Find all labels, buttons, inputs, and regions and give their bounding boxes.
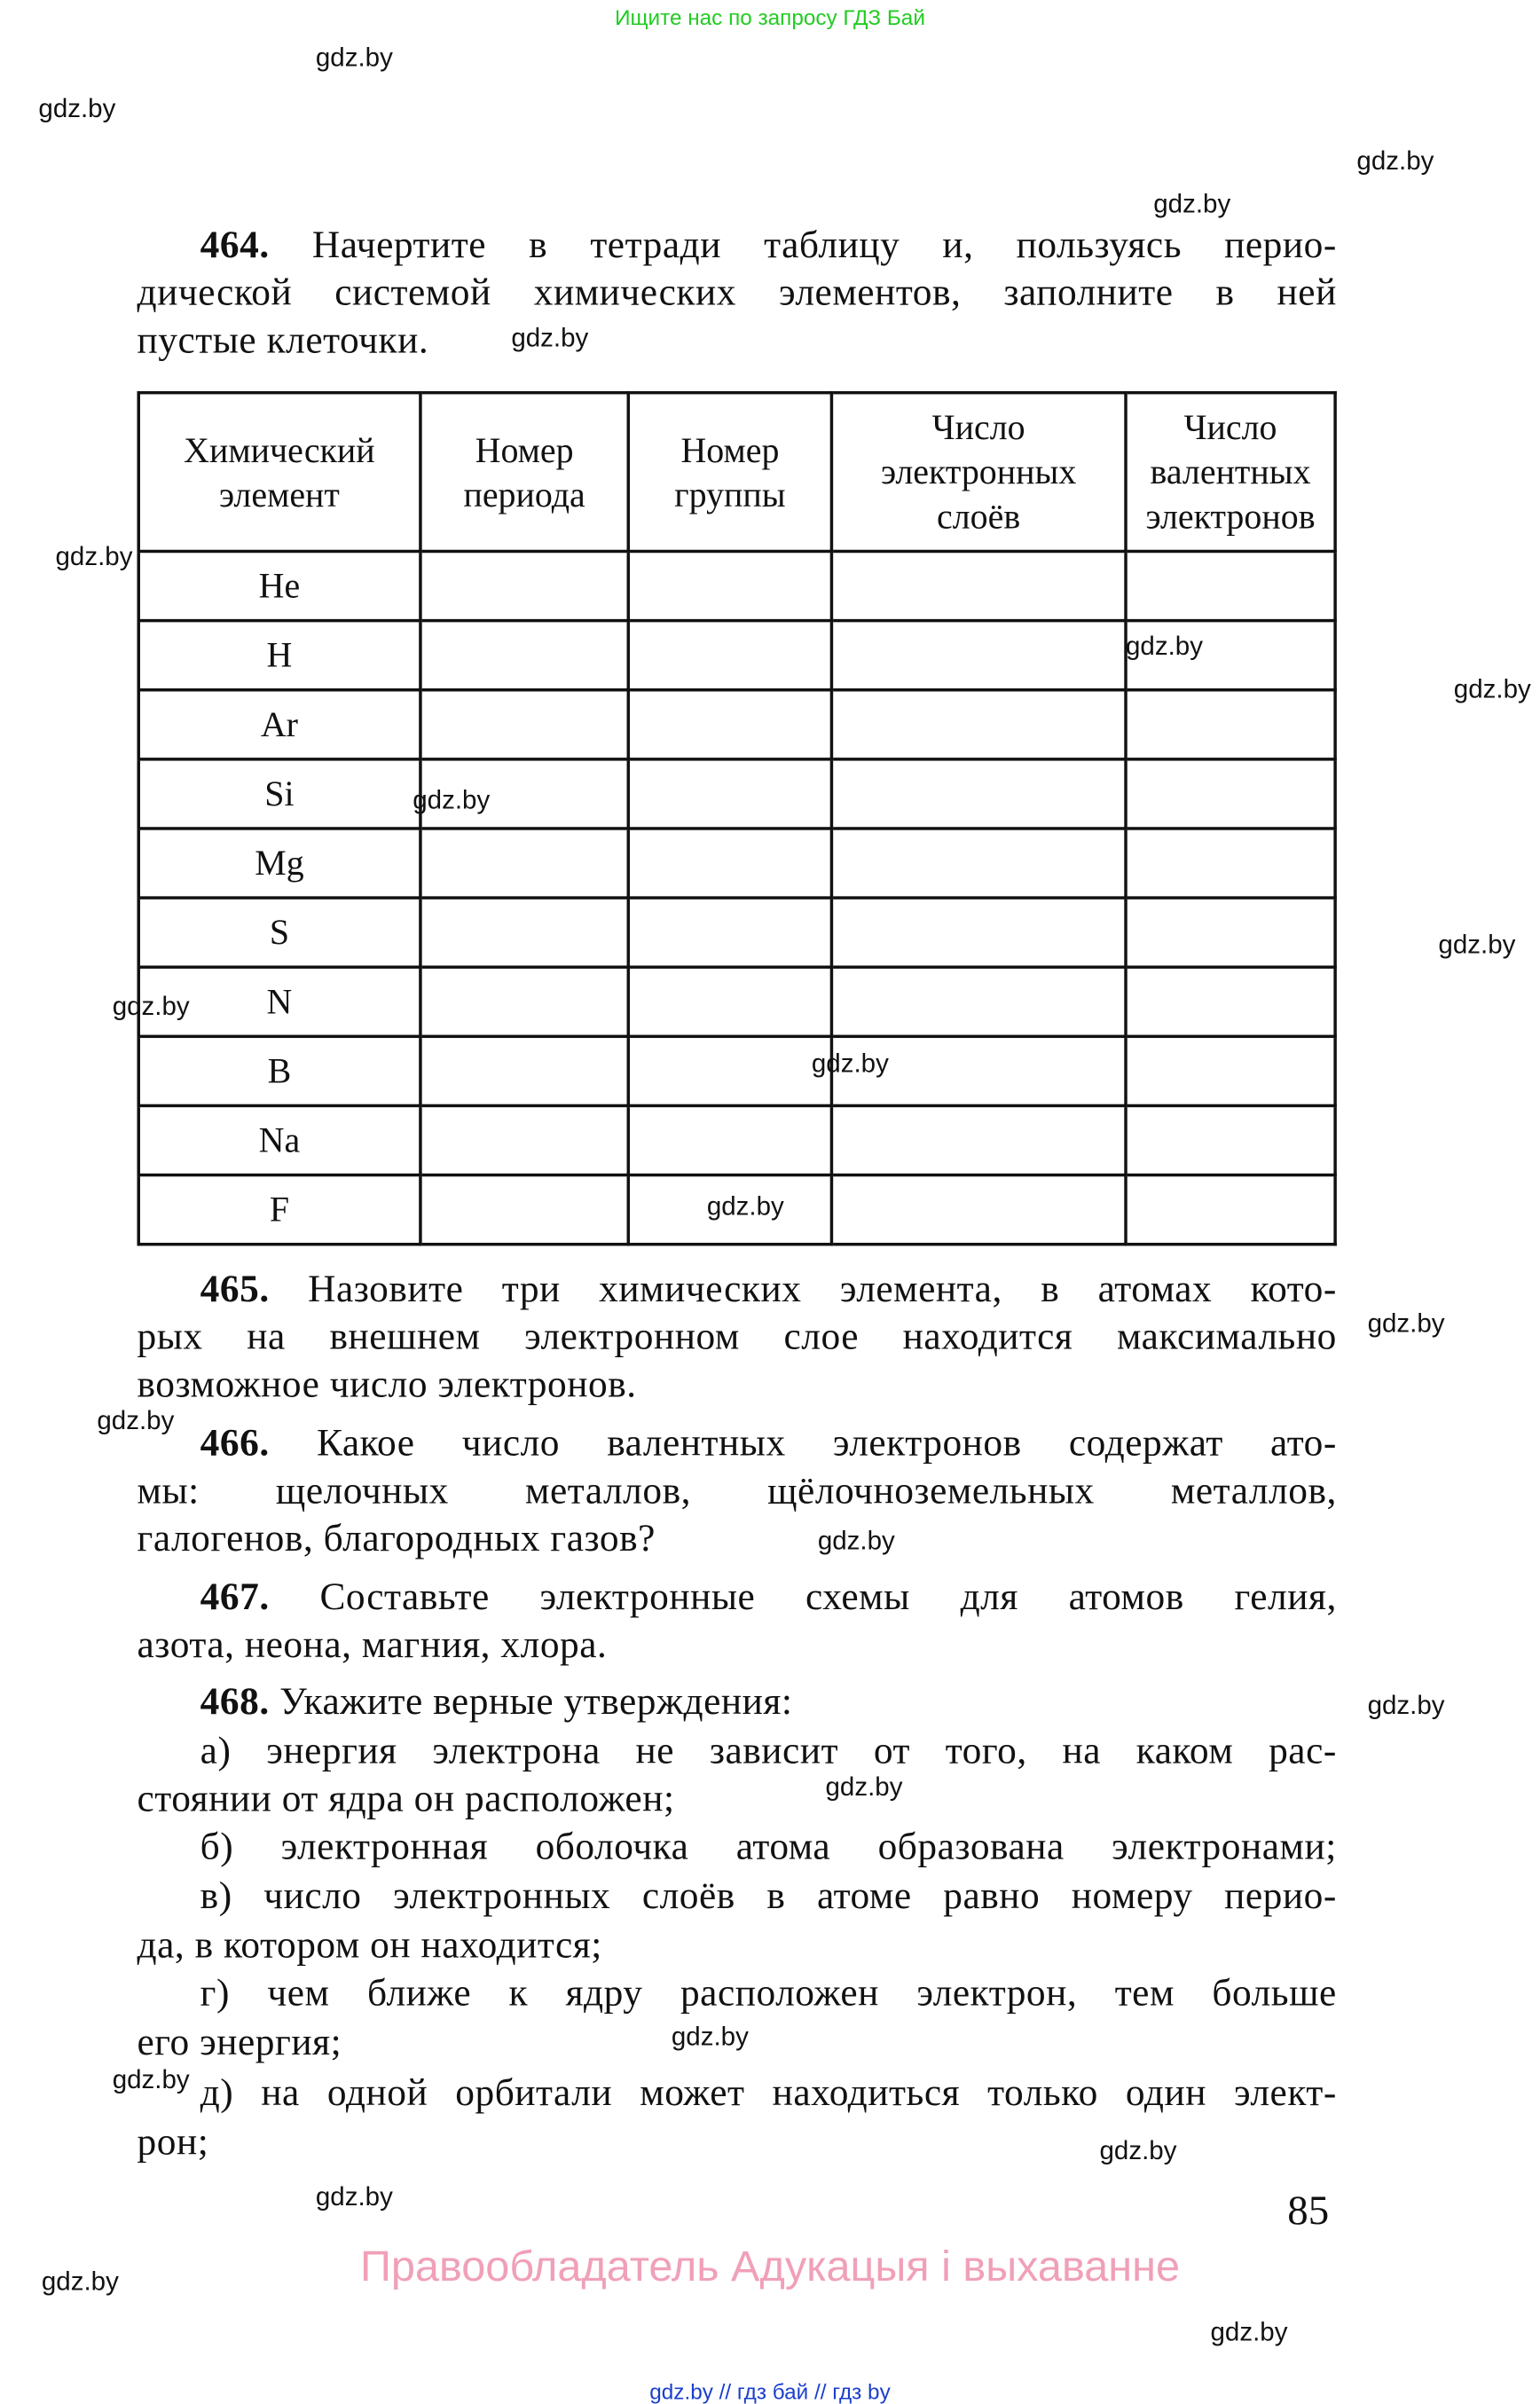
watermark: gdz.by [112, 2064, 190, 2094]
empty-cell [831, 829, 1126, 898]
task-number: 466. [200, 1423, 270, 1465]
empty-cell [831, 551, 1126, 620]
task-467-line [200, 1575, 1337, 1622]
empty-cell [420, 621, 629, 690]
watermark: gdz.by [511, 323, 589, 353]
task-text: Укажите верные утверждения: [279, 1681, 793, 1724]
header-group: Номер группы [629, 393, 832, 552]
watermark: gdz.by [1438, 930, 1516, 960]
element-symbol: Si [138, 759, 420, 829]
empty-cell [420, 1175, 629, 1245]
elements-table [138, 391, 1337, 1245]
empty-cell [629, 1105, 832, 1175]
task-number: 468. [200, 1681, 270, 1724]
table-header-row [138, 393, 1335, 552]
empty-cell [629, 829, 832, 898]
watermark: gdz.by [1356, 145, 1434, 176]
task-468-line [200, 1680, 1337, 1726]
empty-cell [420, 551, 629, 620]
watermark: gdz.by [1367, 1691, 1445, 1721]
task-464-line: пустые клеточки. [137, 320, 429, 362]
empty-cell [420, 690, 629, 759]
element-symbol: Ar [138, 690, 420, 759]
watermark: gdz.by [1367, 1308, 1445, 1339]
task-text: Назовите три химических элемента, в атомах кото- [308, 1269, 1337, 1311]
watermark: gdz.by [315, 43, 393, 73]
header-element: Химический элемент [138, 393, 420, 552]
option-d: рон; [137, 2122, 209, 2164]
empty-cell [629, 690, 832, 759]
empty-cell [1126, 898, 1335, 967]
task-text: Начертите в тетради таблицу и, пользуясь перио- [311, 224, 1337, 267]
option-a: стоянии от ядра он расположен; [137, 1779, 675, 1820]
search-hint-link[interactable]: Ищите нас по запросу ГДЗ Бай [615, 4, 925, 29]
empty-cell [1126, 1175, 1335, 1245]
table-row [138, 690, 1335, 759]
option-g: его энергия; [137, 2022, 342, 2064]
watermark: gdz.by [41, 2267, 119, 2297]
empty-cell [420, 967, 629, 1036]
task-464-line: дической системой химических элементов, заполните в ней [137, 272, 1337, 315]
watermark: gdz.by [112, 991, 190, 1021]
option-v: в) число электронных слоёв в атоме равно номеру перио- [200, 1875, 1337, 1918]
option-g: г) чем ближе к ядру расположен электрон, тем больше [200, 1972, 1337, 2015]
empty-cell [1126, 690, 1335, 759]
table-row [138, 1036, 1335, 1105]
header-valence: Число валентных электронов [1126, 393, 1335, 552]
watermark: gdz.by [97, 1405, 175, 1435]
table-row [138, 967, 1335, 1036]
watermark: gdz.by [412, 785, 491, 815]
empty-cell [420, 1036, 629, 1105]
empty-cell [831, 1175, 1126, 1245]
empty-cell [1126, 967, 1335, 1036]
element-symbol: Na [138, 1105, 420, 1175]
element-symbol: H [138, 621, 420, 690]
empty-cell [831, 1105, 1126, 1175]
element-symbol: N [138, 967, 420, 1036]
watermark: gdz.by [1453, 674, 1531, 704]
watermark: gdz.by [38, 93, 116, 123]
watermark: gdz.by [1153, 189, 1231, 219]
empty-cell [831, 967, 1126, 1036]
element-symbol: S [138, 898, 420, 967]
empty-cell [831, 621, 1126, 690]
empty-cell [1126, 1036, 1335, 1105]
table-row [138, 829, 1335, 898]
option-b: б) электронная оболочка атома образована электронами; [200, 1826, 1337, 1868]
empty-cell [629, 551, 832, 620]
empty-cell [629, 759, 832, 829]
watermark: gdz.by [315, 2181, 393, 2212]
task-number: 465. [200, 1269, 270, 1311]
table-row [138, 898, 1335, 967]
task-number: 464. [200, 224, 270, 267]
watermark: gdz.by [55, 542, 133, 572]
footer-links[interactable]: gdz.by // гдз бай // гдз by [649, 2379, 891, 2404]
watermark: gdz.by [1210, 2317, 1288, 2347]
table-row [138, 759, 1335, 829]
empty-cell [1126, 1105, 1335, 1175]
empty-cell [420, 829, 629, 898]
page-number: 85 [1287, 2187, 1330, 2234]
empty-cell [1126, 759, 1335, 829]
empty-cell [831, 690, 1126, 759]
header-layers: Число электронных слоёв [831, 393, 1126, 552]
option-a: а) энергия электрона не зависит от того, на каком рас- [200, 1731, 1337, 1773]
empty-cell [629, 967, 832, 1036]
empty-cell [629, 1036, 832, 1105]
empty-cell [831, 898, 1126, 967]
element-symbol: F [138, 1175, 420, 1245]
task-466-line [200, 1421, 1337, 1467]
header-period: Номер периода [420, 393, 629, 552]
task-466-line: мы: щелочных металлов, щёлочноземельных металлов, [137, 1470, 1337, 1512]
option-d: д) на одной орбитали может находиться только один элект- [200, 2072, 1337, 2115]
watermark: gdz.by [1126, 631, 1203, 661]
option-v: да, в котором он находится; [137, 1925, 602, 1967]
empty-cell [629, 898, 832, 967]
task-467-line: азота, неона, магния, хлора. [137, 1624, 608, 1667]
watermark: gdz.by [817, 1526, 895, 1556]
table-row [138, 1105, 1335, 1175]
watermark: gdz.by [671, 2022, 749, 2052]
empty-cell [420, 1105, 629, 1175]
element-symbol: He [138, 551, 420, 620]
watermark: gdz.by [1099, 2135, 1177, 2165]
copyright-notice: Правообладатель Адукацыя і выхаванне [359, 2242, 1180, 2290]
task-number: 467. [200, 1576, 270, 1619]
empty-cell [1126, 829, 1335, 898]
task-text: Какое число валентных электронов содержат ато- [316, 1423, 1337, 1465]
task-465-line: рых на внешнем электронном слое находится максимально [137, 1316, 1337, 1359]
empty-cell [420, 898, 629, 967]
element-symbol: B [138, 1036, 420, 1105]
task-text: Составьте электронные схемы для атомов гелия, [319, 1576, 1337, 1619]
task-464-line [200, 224, 1337, 270]
watermark: gdz.by [811, 1049, 889, 1079]
watermark: gdz.by [706, 1191, 784, 1222]
element-symbol: Mg [138, 829, 420, 898]
empty-cell [629, 621, 832, 690]
task-465-line [200, 1268, 1337, 1314]
task-466-line: галогенов, благородных газов? [137, 1518, 656, 1560]
empty-cell [1126, 551, 1335, 620]
watermark: gdz.by [825, 1772, 903, 1803]
empty-cell [831, 759, 1126, 829]
table-row [138, 551, 1335, 620]
task-465-line: возможное число электронов. [137, 1364, 637, 1406]
